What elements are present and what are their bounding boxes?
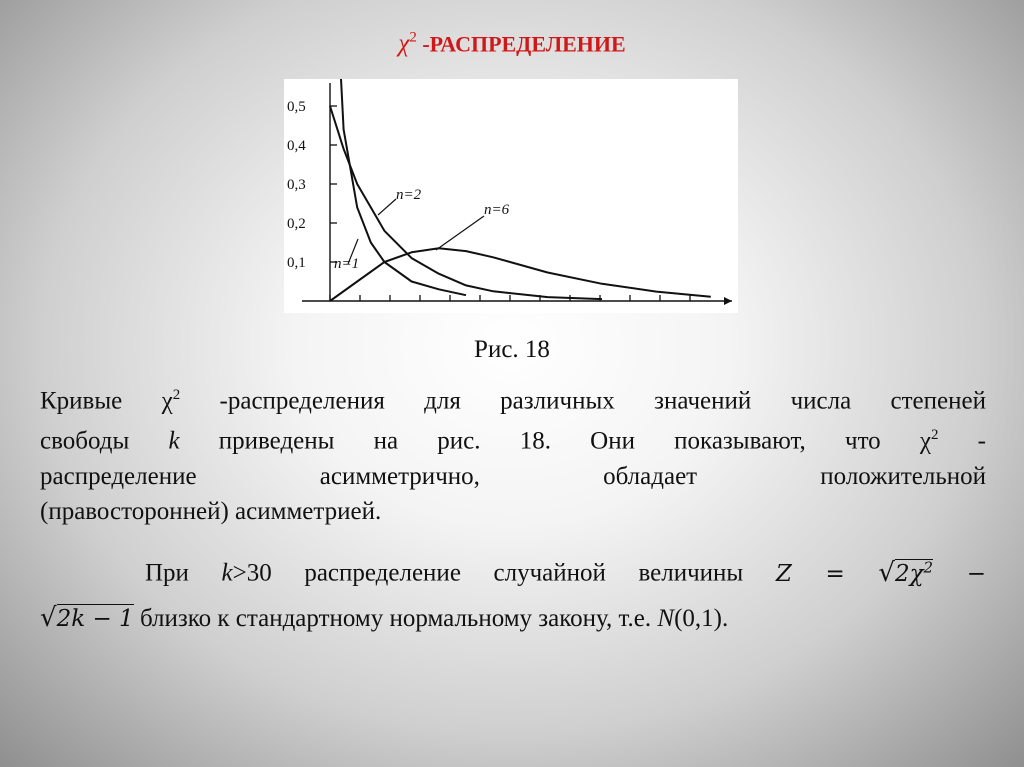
y-tick-label: 0,2 bbox=[287, 216, 306, 232]
label-n-6: n=6 bbox=[484, 202, 510, 218]
label-n-2: n=2 bbox=[396, 187, 422, 203]
slide-title bbox=[0, 30, 1024, 58]
y-tick-label: 0,4 bbox=[287, 138, 306, 154]
chi-square-figure bbox=[284, 79, 738, 313]
leader-n-6 bbox=[436, 216, 484, 250]
label-n-1: n=1 bbox=[334, 256, 360, 272]
curve-n-2 bbox=[330, 106, 602, 299]
leader-n-2 bbox=[378, 199, 396, 215]
paragraph-2-line-1: При k>30 распределение случайной величины $Z = √2\chi^2$ − bbox=[145, 557, 987, 588]
title-text: -РАСПРЕДЕЛЕНИЕ bbox=[422, 31, 626, 57]
chart-axes bbox=[302, 83, 732, 305]
chart-curves bbox=[330, 79, 711, 301]
chi-square-chart bbox=[284, 79, 738, 313]
sqrt-2k-1: 2k − 1 bbox=[56, 605, 134, 632]
y-tick-label: 0,3 bbox=[287, 177, 306, 193]
title-chi-symbol: $\chi^2$ bbox=[398, 30, 417, 58]
paragraph-1-line-2: свободы k приведены на рис. 18. Они показывают, что $\chi^2$ - bbox=[40, 427, 986, 455]
z-radicand: $2\chi^2$ bbox=[894, 558, 934, 587]
paragraph-1-line-1: Кривые $\chi^2$ -распределения для различных значений числа степеней bbox=[40, 387, 986, 415]
paragraph-2-line-2: √2k − 1 близко к стандартному нормальному закону, т.е. N(0,1). bbox=[40, 602, 729, 633]
figure-caption: Рис. 18 bbox=[474, 336, 550, 363]
x-axis-arrow bbox=[724, 297, 732, 305]
paragraph-1-line-4: (правосторонней) асимметрией. bbox=[40, 497, 382, 525]
paragraph-2 bbox=[40, 545, 986, 641]
chart-curve-labels bbox=[334, 187, 510, 272]
paragraph-1-line-3: распределение асимметрично, обладает положительной bbox=[40, 462, 986, 490]
y-tick-label: 0,1 bbox=[287, 255, 306, 271]
curve-n-6 bbox=[330, 248, 711, 301]
y-tick-label: 0,5 bbox=[287, 99, 306, 115]
z-formula: $Z = √2\chi^2$ − bbox=[775, 557, 987, 588]
paragraph-1 bbox=[40, 378, 986, 529]
